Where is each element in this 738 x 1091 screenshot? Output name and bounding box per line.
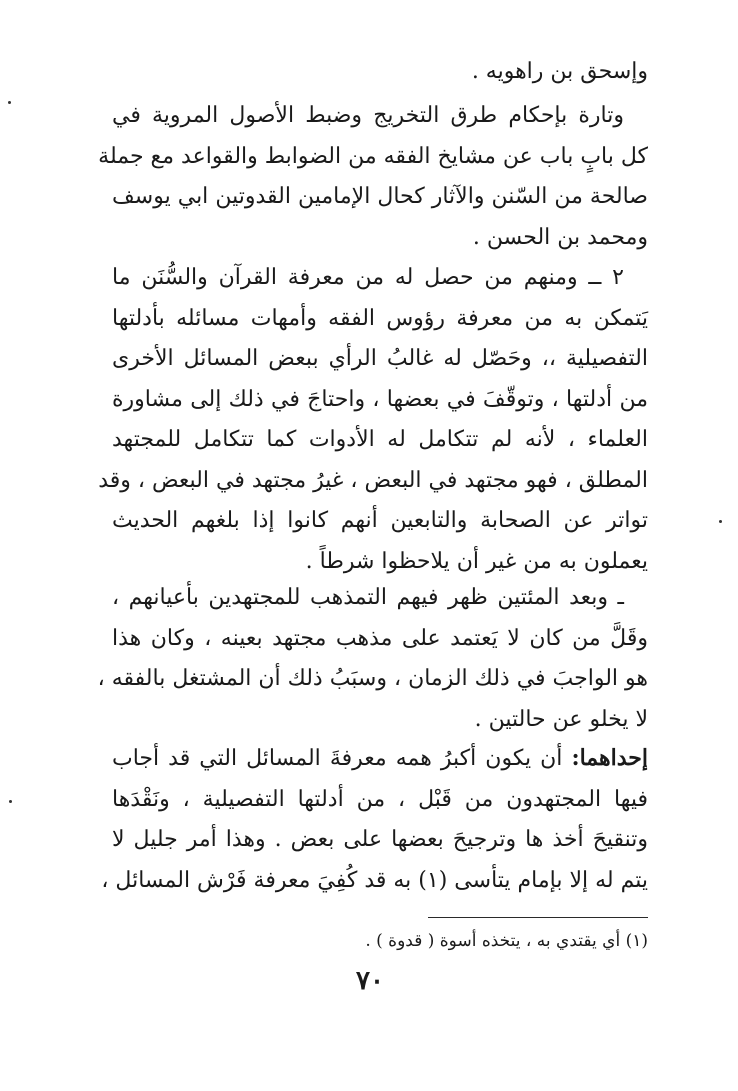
text-line: وقَلَّ من كان لا يَعتمد على مذهب مجتهد بعينه ، وكان هذا bbox=[112, 625, 648, 651]
text-line: التفصيلية ،، وحَصّل له غالبُ الرأي ببعض المسائل الأخرى bbox=[112, 346, 648, 371]
text-line: وتارة بإحكام طرق التخريج وضبط الأصول المروية في bbox=[112, 103, 624, 128]
text-line: تواتر عن الصحابة والتابعين أنهم كانوا إذا بلغهم الحديث bbox=[112, 508, 648, 533]
text-line: المطلق ، فهو مجتهد في البعض ، غيرُ مجتهد في البعض ، وقد bbox=[98, 467, 648, 493]
footnote: (١) أي يقتدي به ، يتخذه أسوة ( قدوة ) . bbox=[365, 931, 648, 951]
text-line-rest: أن يكون أكبرُ همه معرفةَ المسائل التي قد أجاب bbox=[112, 746, 572, 771]
paragraph-5 bbox=[101, 738, 648, 901]
text-line: لا يخلو عن حالتين . bbox=[474, 706, 648, 732]
scan-speck bbox=[719, 520, 722, 523]
text-line: يعملون به من غير أن يلاحظوا شرطاً . bbox=[305, 548, 648, 574]
paragraph-4 bbox=[97, 578, 648, 740]
text-line: وإسحق بن راهويه . bbox=[471, 59, 648, 84]
paragraph-2 bbox=[98, 96, 648, 258]
text-line: العلماء ، لأنه لم تتكامل له الأدوات كما تتكامل للمجتهد bbox=[112, 427, 648, 452]
text-line: صالحة من السّنن والآثار كحال الإمامين القدوتين ابي يوسف bbox=[112, 184, 648, 209]
scan-speck bbox=[8, 101, 11, 104]
text-line: من أدلتها ، وتوقّفَ في بعضها ، واحتاجَ في ذلك إلى مشاورة bbox=[112, 386, 648, 412]
text-line: ـ وبعد المئتين ظهر فيهم التمذهب للمجتهدين بأعيانهم ، bbox=[112, 585, 624, 610]
text-line bbox=[112, 738, 648, 780]
text-line: يَتمكن به من معرفة رؤوس الفقه وأمهات مسائله بأدلتها bbox=[112, 305, 648, 331]
scan-speck bbox=[9, 800, 12, 803]
text-line: وتنقيحَ أخذ ها وترجيحَ بعضها على بعض . وهذا أمر جليل لا bbox=[112, 827, 648, 852]
text-line: ومحمد بن الحسن . bbox=[472, 224, 648, 250]
text-line: يتم له إلا بإمام يتأسى (١) به قد كُفِيَ معرفة فَرْش المسائل ، bbox=[101, 867, 648, 893]
text-line: ٢ ــ ومنهم من حصل له من معرفة القرآن والسُّنَن ما bbox=[112, 265, 624, 290]
text-line: فيها المجتهدون من قَبْل ، من أدلتها التفصيلية ، ونَقْدَها bbox=[112, 786, 648, 812]
paragraph-1 bbox=[112, 52, 648, 93]
paragraph-lead: إحداهما: bbox=[571, 745, 648, 771]
text-line: كل بابٍ باب عن مشايخ الفقه من الضوابط والقواعد مع جملة bbox=[98, 143, 648, 169]
page-number: ٧٠ bbox=[356, 966, 384, 996]
text-line: هو الواجبَ في ذلك الزمان ، وسبَبُ ذلك أن المشتغل بالفقه ، bbox=[97, 666, 648, 691]
paragraph-3 bbox=[98, 258, 648, 582]
footnote-divider bbox=[428, 917, 648, 918]
